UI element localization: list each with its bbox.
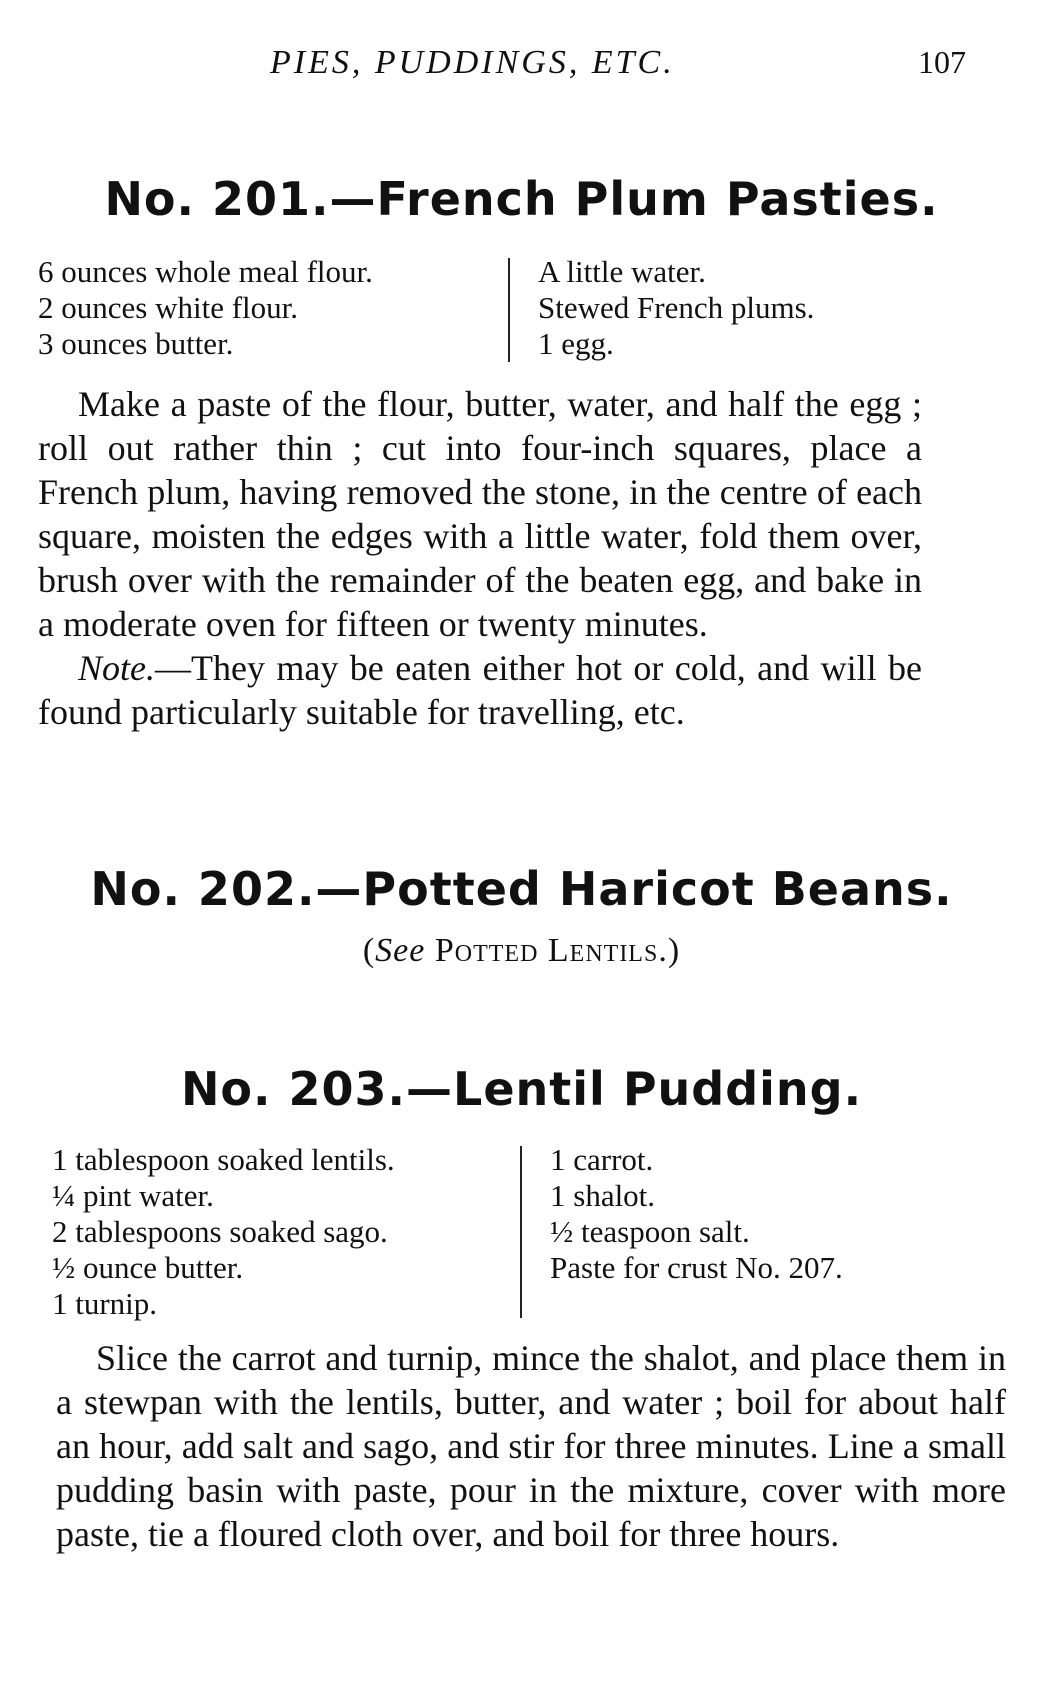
note-label: Note. — [78, 648, 155, 688]
ref-prefix: ( — [362, 932, 376, 969]
ingredient-line: 1 turnip. — [52, 1286, 158, 1321]
ingredient-line: 3 ounces butter. — [38, 326, 234, 361]
ref-see: See — [375, 932, 426, 969]
ingredients-divider — [520, 1146, 522, 1318]
ingredient-line: 2 tablespoons soaked sago. — [52, 1214, 388, 1249]
ingredient-line: Stewed French plums. — [538, 290, 815, 325]
ingredient-line: ½ ounce butter. — [52, 1250, 244, 1285]
page-number: 107 — [918, 44, 966, 80]
recipe-203-title: No. 203.—Lentil Pudding. — [180, 1062, 863, 1116]
ingredient-line: 1 egg. — [538, 326, 614, 361]
recipe-201-note — [38, 646, 922, 734]
ingredient-line: 6 ounces whole meal flour. — [38, 254, 373, 289]
ingredient-line: Paste for crust No. 207. — [550, 1250, 843, 1285]
recipe-203-method-block — [56, 1336, 1006, 1556]
running-head — [0, 44, 1043, 94]
ingredients-divider — [508, 258, 510, 362]
ingredient-line: 1 tablespoon soaked lentils. — [52, 1142, 395, 1177]
recipe-202-cross-reference — [0, 932, 1043, 970]
recipe-203-ingredients — [52, 1142, 952, 1322]
recipe-201-ingredients — [38, 254, 938, 364]
running-title: PIES, PUDDINGS, ETC. — [270, 44, 675, 81]
ingredient-line: ½ teaspoon salt. — [550, 1214, 750, 1249]
ingredient-line: 1 carrot. — [550, 1142, 654, 1177]
ingredients-right-column — [550, 1142, 843, 1286]
ref-suffix: ) — [667, 932, 681, 969]
recipe-202-title: No. 202.—Potted Haricot Beans. — [90, 862, 953, 916]
ingredients-right-column — [538, 254, 814, 362]
recipe-201-title: No. 201.—French Plum Pasties. — [104, 172, 939, 226]
ingredient-line: ¼ pint water. — [52, 1178, 214, 1213]
note-text: —They may be eaten either hot or cold, and will be found particularly suitable for travelling, etc. — [38, 648, 922, 732]
ingredients-left-column — [38, 254, 373, 362]
ingredient-line: 2 ounces white flour. — [38, 290, 299, 325]
recipe-203-method: Slice the carrot and turnip, mince the shalot, and place them in a stewpan with the lentils, butter, and water ; boil for about half an hour, add salt and sago, and stir for three minutes. Line a small pudding basin with paste, pour in the mixture, cover with more paste, tie a floured cloth over, and boil for three hours. — [56, 1338, 1006, 1554]
ingredient-line: A little water. — [538, 254, 706, 289]
recipe-201-method: Make a paste of the flour, butter, water, and half the egg ; roll out rather thin ; cut into four-inch squares, place a French plum, having removed the stone, in the centre of each square, moisten the edges with a little water, fold them over, brush over with the remainder of the beaten egg, and bake in a moderate oven for fifteen or twenty minutes. — [38, 384, 922, 644]
recipe-201-method-block — [38, 382, 922, 734]
ref-target: Potted Lentils. — [434, 932, 668, 969]
ingredients-left-column — [52, 1142, 395, 1322]
ingredient-line: 1 shalot. — [550, 1178, 656, 1213]
